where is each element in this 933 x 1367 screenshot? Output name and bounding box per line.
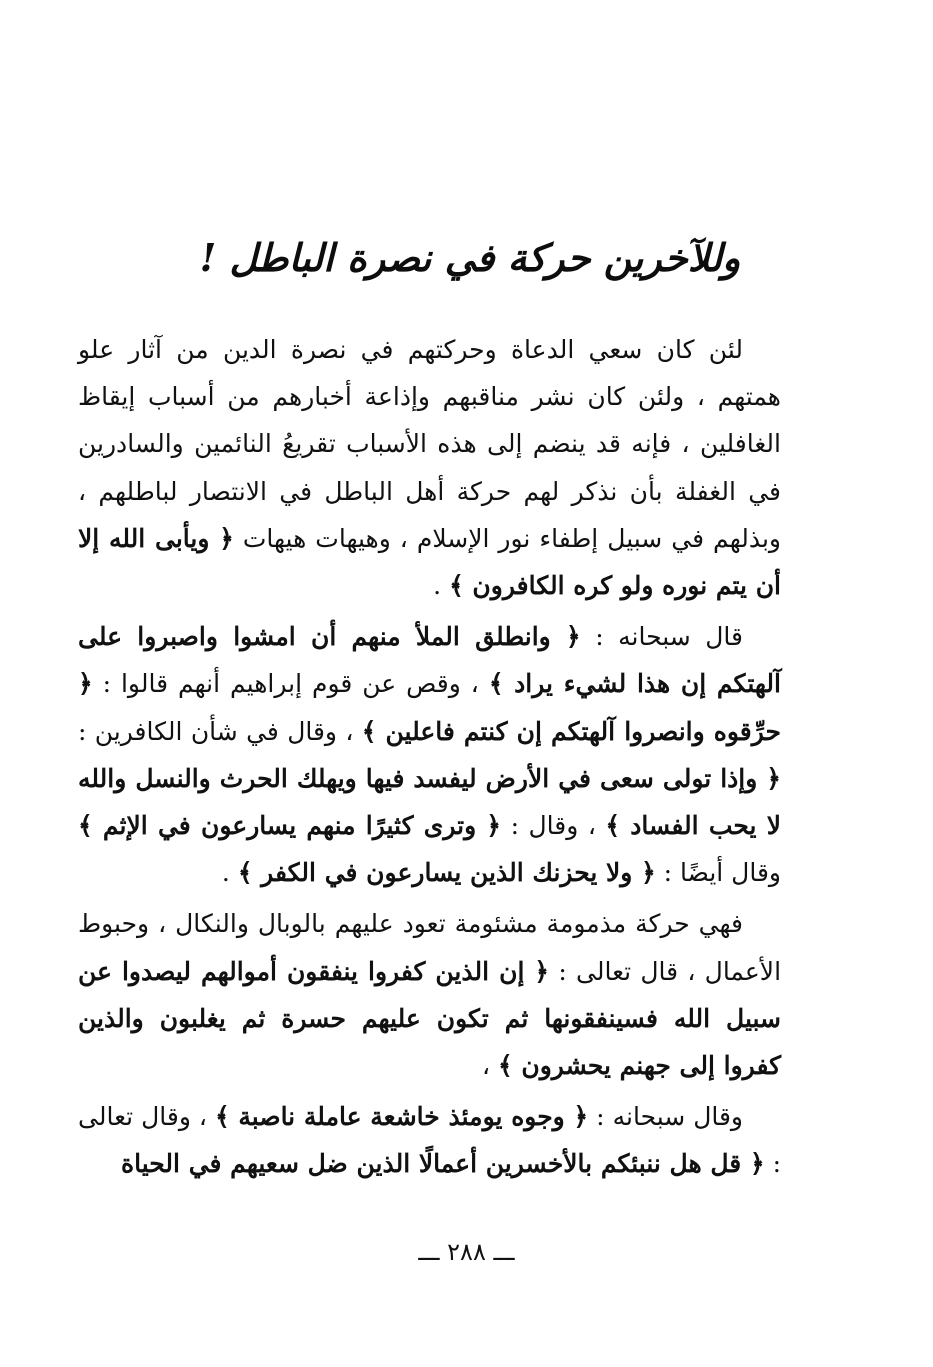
- text-segment: ، وقال :: [501, 811, 606, 841]
- paragraph: [78, 1093, 781, 1187]
- text-segment: ، وقال تعالى :: [78, 1102, 781, 1179]
- quran-quote: ﴿ قل هل ننبئكم بالأخسرين أعمالًا الذين ضل سعيهم في الحياة: [121, 1149, 765, 1179]
- quran-quote: ﴿ حرِّقوه وانصروا آلهتكم إن كنتم فاعلين ﴾: [78, 669, 781, 746]
- text-segment: .: [433, 571, 450, 601]
- quran-quote: ﴿ وترى كثيرًا منهم يسارعون في الإثم ﴾: [78, 811, 502, 841]
- text-segment: ، وقال في شأن الكافرين :: [78, 716, 362, 746]
- chapter-heading: وللآخرين حركة في نصرة الباطل !: [199, 235, 741, 280]
- paragraph: [78, 326, 781, 609]
- text-segment: فهي حركة مذمومة مشئومة تعود عليهم بالوبال والنكال ، وحبوط الأعمال ، قال تعالى :: [78, 909, 782, 986]
- quran-quote: ﴿ ويأبى الله إلا أن يتم نوره ولو كره الكافرون ﴾: [78, 523, 781, 601]
- text-segment: ،: [481, 1051, 498, 1081]
- quran-quote: ﴿ وجوه يومئذ خاشعة عاملة ناصبة ﴾: [214, 1102, 589, 1132]
- text-segment: ، وقص عن قوم إبراهيم أنهم قالوا :: [92, 669, 489, 699]
- quran-quote: ﴿ وانطلق الملأ منهم أن امشوا واصبروا على آلهتكم إن هذا لشيء يراد ﴾: [78, 622, 781, 699]
- text-segment: .: [221, 858, 238, 888]
- text-segment: لئن كان سعي الدعاة وحركتهم في نصرة الدين من آثار علو همتهم ، ولئن كان نشر مناقبهم وإذاعة أخبارهم من أسباب إيقاظ الغافلين ، فإنه قد ينضم إلى هذه الأسباب تقريعُ النائمين والسادرين في الغفلة بأن نذكر لهم حركة أهل الباطل في الانتصار لباطلهم ، وبذلهم في سبيل إطفاء نور الإسلام ، وهيهات هيهات: [78, 335, 781, 553]
- quran-quote: ﴿ ولا يحزنك الذين يسارعون في الكفر ﴾: [237, 858, 656, 888]
- page-number: ـــ ٢٨٨ ـــ: [418, 1238, 515, 1266]
- text-segment: وقال أيضًا :: [655, 858, 781, 888]
- quran-quote: ﴿ إن الذين كفروا ينفقون أموالهم ليصدوا عن سبيل الله فسينفقونها ثم تكون عليهم حسرة ثم يغلبون والذين كفروا إلى جهنم يحشرون ﴾: [78, 956, 781, 1081]
- quran-quote: ﴿ وإذا تولى سعى في الأرض ليفسد فيها ويهلك الحرث والنسل والله لا يحب الفساد ﴾: [78, 763, 781, 841]
- body-text: [78, 326, 781, 1192]
- text-segment: قال سبحانه :: [580, 622, 743, 652]
- paragraph: [78, 900, 781, 1089]
- paragraph: [78, 613, 781, 896]
- text-segment: وقال سبحانه :: [588, 1102, 743, 1132]
